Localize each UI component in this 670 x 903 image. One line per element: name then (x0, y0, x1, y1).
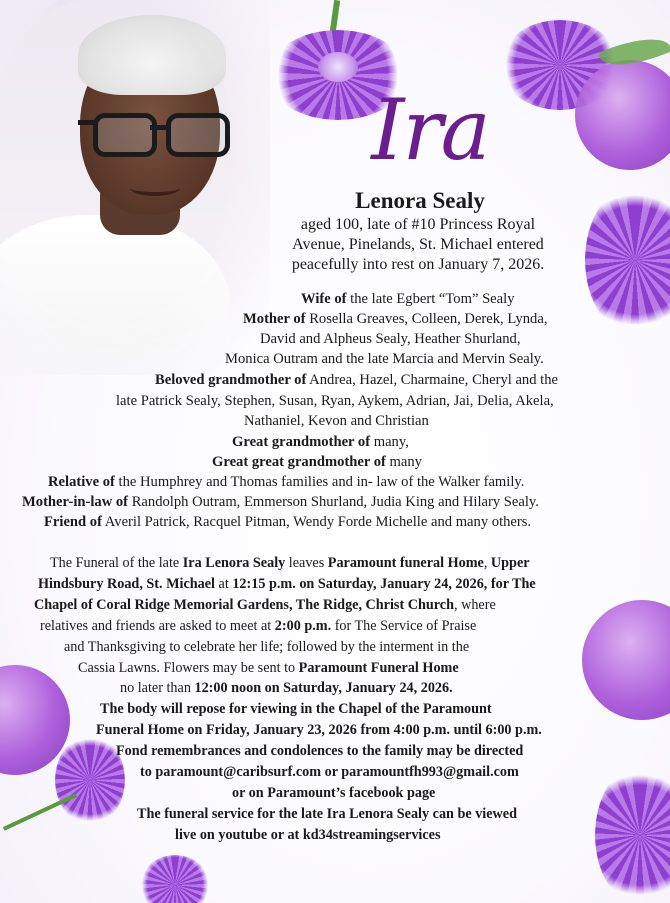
mother-line: Mother of Rosella Greaves, Colleen, Derek, Lynda, (243, 311, 548, 327)
livestream-line: The funeral service for the late Ira Lenora Sealy can be viewed (137, 806, 517, 822)
funeral-line: and Thanksgiving to celebrate her life; followed by the interment in the (64, 639, 470, 655)
mother-line: Monica Outram and the late Marcia and Mervin Sealy. (225, 351, 544, 367)
funeral-line: no later than 12:00 noon on Saturday, January 24, 2026. (120, 680, 453, 696)
funeral-line: The Funeral of the late Ira Lenora Sealy leaves Paramount funeral Home, Upper (50, 555, 530, 571)
script-name: Ira (371, 81, 489, 179)
deceased-name: Lenora Sealy (355, 188, 485, 213)
flower-top-center-core (318, 52, 358, 82)
condolences-email-line: to paramount@caribsurf.com or paramountfh993@gmail.com (140, 764, 519, 780)
intro-line: Avenue, Pinelands, St. Michael entered (292, 236, 544, 253)
condolences-line: Fond remembrances and condolences to the family may be directed (116, 743, 524, 759)
funeral-line: Cassia Lawns. Flowers may be sent to Paramount Funeral Home (78, 660, 459, 676)
wife-line: Wife of the late Egbert “Tom” Sealy (301, 291, 515, 307)
flower-right-lower-petal (582, 600, 670, 720)
friend-line: Friend of Averil Patrick, Racquel Pitman, Wendy Forde Michelle and many others. (44, 514, 532, 530)
grandmother-line: late Patrick Sealy, Stephen, Susan, Ryan, Aykem, Adrian, Jai, Delia, Akela, (116, 393, 554, 409)
funeral-line: Chapel of Coral Ridge Memorial Gardens, The Ridge, Christ Church, where (34, 597, 496, 613)
relative-line: Relative of the Humphrey and Thomas families and in- law of the Walker family. (48, 474, 525, 490)
intro-line: peacefully into rest on January 7, 2026. (291, 256, 545, 273)
intro-text (258, 215, 578, 275)
livestream-line: live on youtube or at kd34streamingservices (175, 827, 441, 843)
viewing-line: Funeral Home on Friday, January 23, 2026 from 4:00 p.m. until 6:00 p.m. (96, 722, 542, 738)
funeral-line: Hindsbury Road, St. Michael at 12:15 p.m. on Saturday, January 24, 2026, for The (38, 576, 536, 592)
grandmother-line: Nathaniel, Kevon and Christian (244, 413, 429, 429)
facebook-line: or on Paramount’s facebook page (232, 785, 436, 801)
mother-in-law-line: Mother-in-law of Randolph Outram, Emmerson Shurland, Judia King and Hilary Sealy. (22, 494, 539, 510)
great-great-grandmother-line: Great great grandmother of many (212, 454, 422, 470)
great-grandmother-line: Great grandmother of many, (232, 434, 409, 450)
viewing-line: The body will repose for viewing in the Chapel of the Paramount (100, 701, 492, 717)
flower-right-petal (575, 60, 670, 170)
funeral-line: relatives and friends are asked to meet at 2:00 p.m. for The Service of Praise (40, 618, 477, 634)
flower-bottom-right (595, 765, 670, 903)
grandmother-line: Beloved grandmother of Andrea, Hazel, Charmaine, Cheryl and the (155, 372, 558, 388)
flower-bottom-left (55, 735, 125, 825)
intro-line: aged 100, late of #10 Princess Royal (300, 216, 536, 233)
flower-bottom-center (140, 855, 210, 903)
portrait-photo (0, 0, 270, 375)
mother-line: David and Alpheus Sealy, Heather Shurland, (260, 331, 521, 347)
flower-right-middle (585, 185, 670, 335)
